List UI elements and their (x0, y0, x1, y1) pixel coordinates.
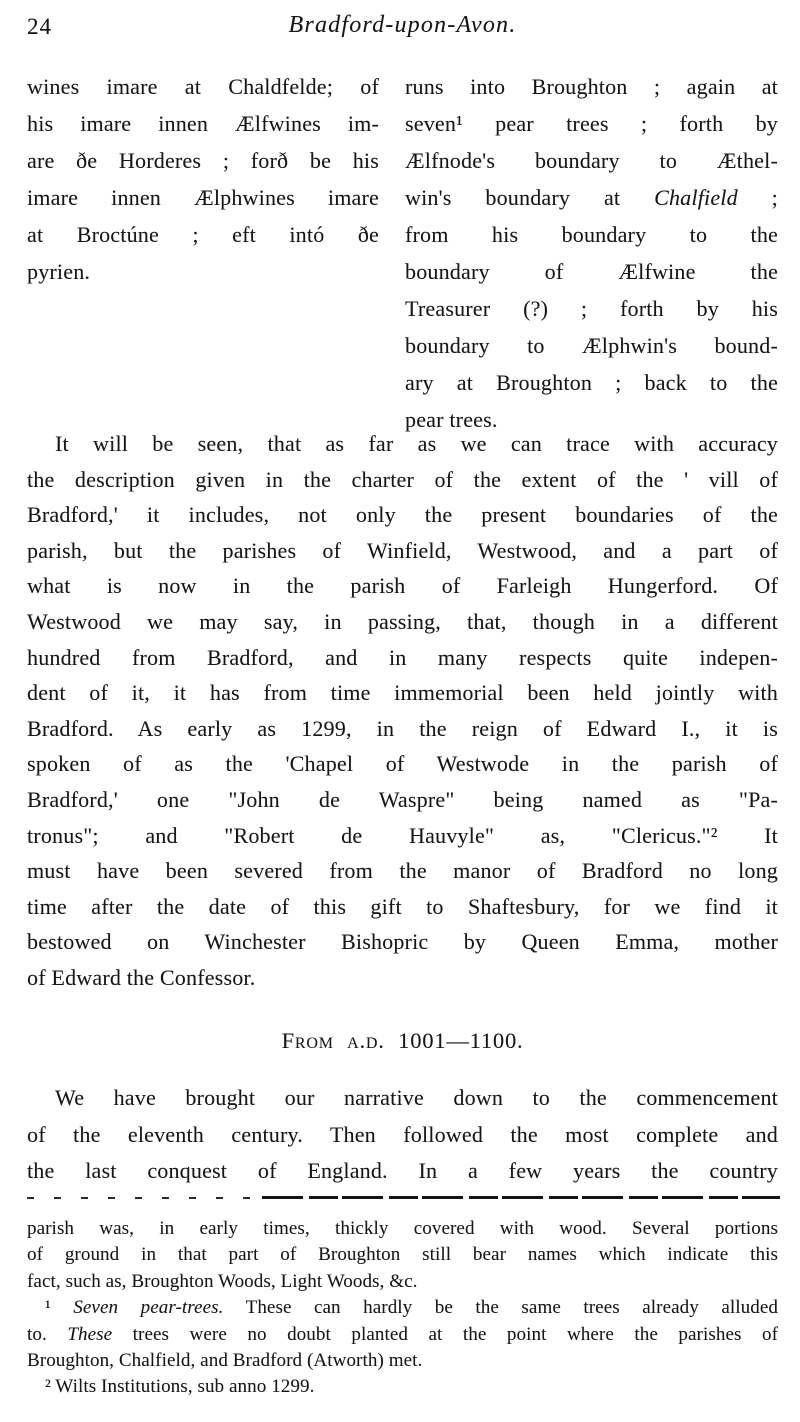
page-number: 24 (27, 14, 52, 39)
footnote-line: Broughton, Chalfield, and Bradford (Atworth) met. (27, 1350, 423, 1372)
text-line: We have brought our narrative down to the commencement (55, 1085, 778, 1110)
footnote-marker: ¹ (45, 1297, 74, 1319)
footnotes-block (27, 1216, 778, 1401)
running-title: Bradford-upon-Avon. (288, 12, 517, 38)
text-line: the last conquest of England. In a few years the country (27, 1158, 778, 1183)
text-line: Ælfnode's boundary to Æthel- (405, 148, 778, 173)
footnote-continuation (27, 1216, 778, 1295)
text-line: of Edward the Confessor. (27, 964, 256, 990)
text-line: spoken of as the 'Chapel of Westwode in the parish of (27, 751, 778, 777)
text-line: from his boundary to the (405, 222, 778, 247)
footnote-italic-lead: Seven pear-trees. (73, 1297, 224, 1319)
text-line: ary at Broughton ; back to the (405, 370, 778, 395)
main-paragraph-2 (27, 1080, 778, 1190)
text-line: Bradford,' one "John de Waspre" being named as "Pa- (27, 786, 778, 812)
text-segment: to. (27, 1323, 68, 1345)
text-line: of the eleventh century. Then followed the most complete and (27, 1121, 778, 1147)
text-line (405, 179, 778, 216)
footnote-line (27, 1322, 778, 1348)
text-segment: ; (737, 185, 778, 210)
text-line: at Broctúne ; eft intó ðe (27, 222, 379, 247)
main-paragraph-1 (27, 426, 778, 996)
text-line: dent of it, it has from time immemorial been held jointly with (27, 680, 778, 706)
text-line: of ground in that part of Broughton still bear names which indicate this (27, 1244, 778, 1266)
text-line: fact, such as, Broughton Woods, Light Woods, &c. (27, 1270, 418, 1292)
text-line: what is now in the parish of Farleigh Hungerford. Of (27, 573, 778, 599)
charter-left-column (27, 68, 379, 438)
text-line: Bradford,' it includes, not only the present boundaries of the (27, 502, 778, 528)
footnote-italic-word: These (67, 1323, 113, 1345)
footnote-line (27, 1295, 778, 1321)
text-line: seven¹ pear trees ; forth by (405, 111, 778, 136)
charter-two-column-block (27, 68, 778, 438)
text-line: parish was, in early times, thickly covered with wood. Several portions (27, 1218, 778, 1239)
text-line: tronus"; and "Robert de Hauvyle" as, "Clericus."² It (27, 822, 778, 848)
charter-right-column (405, 68, 778, 438)
rule-dashes (262, 1196, 780, 1199)
text-line: It will be seen, that as far as we can trace with accuracy (55, 431, 778, 456)
text-line: wines imare at Chaldfelde; of (27, 74, 379, 99)
text-line: parish, but the parishes of Winfield, Westwood, and a part of (27, 537, 778, 563)
text-line: imare innen Ælphwines imare (27, 185, 379, 210)
text-line: Westwood we may say, in passing, that, though in a different (27, 608, 778, 634)
text-line: bestowed on Winchester Bishopric by Queen Emma, mother (27, 929, 778, 955)
text-line: boundary to Ælphwin's bound- (405, 333, 778, 358)
text-line: must have been severed from the manor of Bradford no long (27, 858, 778, 884)
section-heading: From a.d. 1001—1100. (281, 1028, 524, 1053)
text-line: runs into Broughton ; again at (405, 74, 778, 99)
text-segment: win's boundary at (405, 185, 655, 210)
rule-dots (27, 1197, 262, 1199)
text-line: Bradford. As early as 1299, in the reign of Edward I., it is (27, 715, 778, 741)
text-line: pear trees. (405, 407, 498, 432)
text-line: Treasurer (?) ; forth by his (405, 296, 778, 321)
text-line: are ðe Horderes ; forð be his (27, 148, 379, 173)
text-line: time after the date of this gift to Shaftesbury, for we find it (27, 893, 778, 919)
text-segment: trees were no doubt planted at the point where the parishes of (112, 1323, 778, 1345)
text-line: hundred from Bradford, and in many respects quite indepen- (27, 644, 778, 670)
text-line: pyrien. (27, 259, 91, 284)
text-line: his imare innen Ælfwines im- (27, 111, 379, 136)
text-segment: These can hardly be the same trees already alluded (223, 1297, 778, 1319)
footnote-line: ² Wilts Institutions, sub anno 1299. (45, 1376, 315, 1398)
text-line: boundary of Ælfwine the (405, 259, 778, 284)
page-header (27, 12, 778, 46)
footnote-separator-rule (27, 1196, 780, 1199)
italic-place-name: Chalfield (654, 185, 738, 210)
text-line: the description given in the charter of the extent of the ' vill of (27, 466, 778, 492)
